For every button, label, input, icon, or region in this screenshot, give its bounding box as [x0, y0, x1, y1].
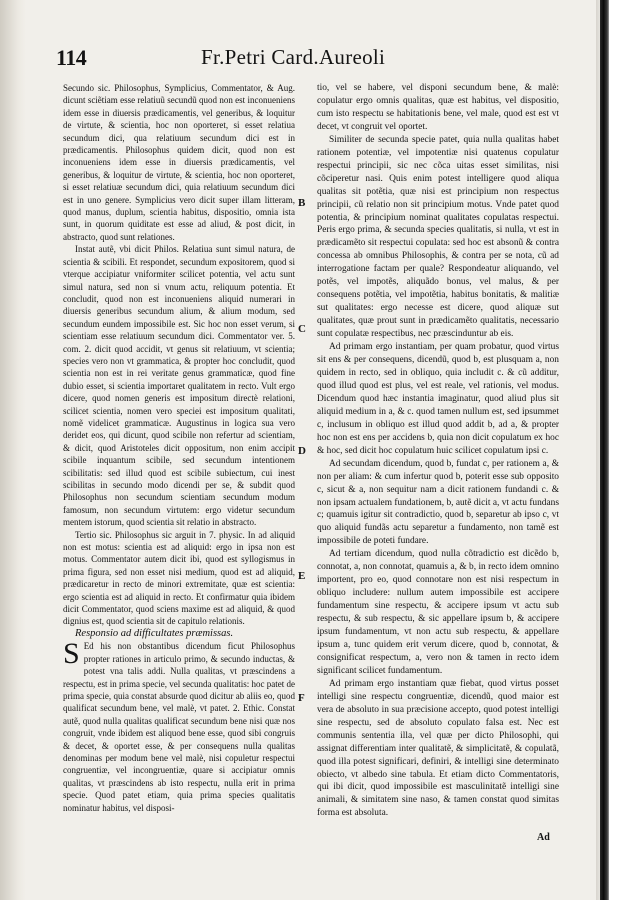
left-column [63, 82, 295, 814]
right-paragraph-6: Ad primam ergo instantiam quæ fiebat, quod virtus posset intelligi sine respectu congruentiæ, dicendũ, quod maior est vera de absoluto in sua præcisione accepto, quod potest intelligi sine respectu, sed de absoluto copulato falsa est. Nec est communis sententia illa, vel quæ per dicto Philosophi, qui assignat differentiam inter qualitatẽ, & simplicitatẽ, & copulatã, quod illa potest significari, definiri, & intelligi sine determinato obiecto, vt albedo sine tabula. Et etiam dicto Commentatoris, qui ibi dicit, quod impossibile est masculinitatẽ intelligi sine animali, & simitatem sine naso, & tamen constat quod simitas forma est absoluta. [317, 678, 559, 819]
right-paragraph-5: Ad tertiam dicendum, quod nulla cõtradictio est dicẽdo b, connotat, a, non connotat, quamuis a, & b, in recto idem omnino importent, pro eo, quod connotare non est nisi respectum in obliquo includere: nullum autem impossibile est accipere fundamentum sine respectu, & accipere ipsum vt actu sub respectu, & sub respectu, & sic appellare ipsum b, & accipere ipsum fundamentum, vt non actu sub respectu, & appellare ipsum a, tunc quidem erit verum dicere, quod b, connotat, & consignificat respectum, a, vero non & tamen in recto idem significant scilicet fundamentum. [317, 549, 559, 676]
catchword: Ad [537, 832, 550, 843]
right-paragraph-2: Similiter de secunda specie patet, quia nulla qualitas habet rationem potentiæ, vel impotentiæ nisi quatenus copulatur respectui principii, sic nec cõca uitas esset similitas, nisi cõciperetur nasi. Quis enim potest intelligere quod aliqua qualitas sit potẽtia, quæ nisi est principium non respectus principii, cũ relatio non sit principium motus. Vnde patet quod potentia, & principium nominat qualitates copulatas respectui. Peris ergo prima, & secunda species qualitatis, si nulla, vt est in prædicamẽto sit respectui copulata: sed hoc est absonũ & contra concessa ab omnibus Philosophis, & contra per se nota, cũ ad interrogatione factam per quale? Respondeatur aliquando, vel potẽs, vel impotẽs, aliquãdo bonus, vel malus, & per consequens potẽtia, vel impotẽtia, habitus bonitatis, & malitiæ sut qualitates: ergo necesse est dicere, quod aliquæ sut qualitates, quæ prout sunt in prædicamẽto qualitatis, necessario sunt copulatæ respectibus, nec præscinduntur ab eis. [317, 134, 559, 340]
margin-letter-b: B [298, 197, 306, 209]
section-heading: Responsio ad difficultates præmissas. [75, 627, 234, 639]
page-number: 114 [56, 45, 87, 70]
margin-letter-c: C [298, 323, 306, 335]
left-paragraph-1: Secundo sic. Philosophus, Symplicius, Commentator, & Aug. dicunt sciẽtiam esse relatiuũ secundũ quod non est inconueniens idem esse in diuersis prædicamentis, vel generibus, & loquitur de virtute, & scientia, hoc non oporteret, si esset relatiua secundum dici, qua relatiuum secundum dici est in prædicamentis. Philosophus quidem dicit, quod non est inconueniens idem esse in diuersis prædicamentis, vel generibus, & loquitur de virtute, & scientia, hoc non oporteret, si esset relatiuæ secundum dici, quia relatiuum secundum dici est in uno genere. Symplicius vero dicit super illam litteram, quod manus, duplum, scientia habitus, dispositio, omnia ista sunt, in quorum quiditate est esse ad aliud, & post dicit, in abstracto, quod sunt relationes. [63, 83, 295, 242]
left-paragraph-3: Tertio sic. Philosophus sic arguit in 7. physic. In ad aliquid non est motus: scientia est ad aliquid: ergo in ipsa non est motus. Commentator autem dicit ibi, quod est syllogismus in prima figura, sed non esset nisi medium, quod est ad aliquid, prædicaretur in recto de minori extremitate, quæ est scientia: ergo scientia est ad aliquid in recto. Et confirmatur quia ibidem dicit Commentator, quod sciens maxime est ad aliquid, & quod dignius est, quod scientia sit de capitulo relationis. [63, 529, 295, 627]
left-paragraph-2: Instat autẽ, vbi dicit Philos. Relatiua sunt simul natura, de scientia & scibili. Et respondet, secundum expositorem, quod si vterque accipiatur vniformiter scilicet potentia, vel actu sunt simul natura, sed non si vnum actu, reliquum potentia. Et concludit, quod non est inconueniens aliquid numerari in diuersis generibus secundum alium, & alium modum, sed secundum eundem impossibile est. Sic hoc non esset verum, si scientiam esse relatiuum secundum dici. Commentator ver. 5. com. 2. dicit quod accidit, vt genus sit relatiuum, vt scientia; species vero non vt grammatica, & propter hoc concludit, quod scientia non est in rei veritate genus grammaticæ, quod fine dubio esset, si scientia importaret qualitatem in recto. Vult ergo dicere, quod nomen generis est impositum directè relationi, scilicet scientia, nomen vero speciei est impositum qualitati, nomẽ videlicet grammaticæ. Augustinus in logica sua vero deridet eos, qui dicunt, quod scibile non refertur ad scientiam, & dicit, quod Aristoteles dicit oppositum, non enim accipit scibile inquantum scibile, sed secundum intentionem scibilitatis: sed illud quod est scibile subiectum, cui inest scibilitas in secundo modo dicendi per se, & subdit quod Philosophus non secundum scientiam secundum modum famosum, non secundum virtutem: ergo videtur secundum mentem istorum, quod scientia sit relatio in abstracto. [63, 244, 295, 528]
margin-letter-d: D [298, 445, 306, 457]
page-header [56, 45, 586, 75]
page-gutter-shadow [0, 0, 26, 900]
running-head: Fr.Petri Card.Aureoli [201, 45, 386, 69]
right-paragraph-1: tio, vel se habere, vel disponi secundum bene, & malè: copulatur ergo omnis qualitas, quæ est habitus, vel dispositio, cum isto respectu se habitationis bene, vel male, quod est est vt decet, vt congruit vel oportet. [317, 83, 559, 132]
margin-letter-e: E [298, 570, 306, 582]
left-paragraph-4-text: Ed his non obstantibus dicendum ficut Philosophus propter rationes in articulo primo, & secundo inductas, & potest vna talis addi. Nulla qualitas, vt præscindens a respectu, est in prima specie, vel secunda qualitatis: hoc patet de prima specie, quia constat absurde quod dicitur ab aliis eo, quod qualificat secundum bene, vel malè, vt patet. 2. Ethic. Constat autẽ, quod nulla qualitas qualificat secundum bene nisi quæ nos congruit, vnde ibidem est aliquod bene esse, quod sibi congruis & decet, & oportet esse, & per consequens nulla qualitas denominas per modum bene vel malè, nisi copuletur respectui congruentiæ, vel incongruentiæ, quare si accipiatur omnis qualitas, vt præscindens ab isto respectu, nulla erit in prima specie. Quod patet etiam, quia prima species qualitatis nominatur habitus, vel disposi- [63, 641, 295, 813]
right-paragraph-3: Ad primam ergo instantiam, per quam probatur, quod virtus sit ens & per consequens, dicendũ, quod b, est plusquam a, non quidem in recto, sed in obliquo, quia includit c. & cũ additur, quod illud quod est plus, vel est reale, vel rationis, vel modus. Dicendum quod hæc instantia imaginatur, quod aliud plus sit aliquid medium in a, & c. quod tamen nullum est, sed ipsummet c, inclusum in obliquo est illud quod addit b, ad a, & propter hoc non est ens per accidens b, quia non dicit copulatum ex hoc & hoc, sed dicit hoc copulatum huic scilicet copulatum ipsi c. [317, 342, 559, 456]
margin-letter-f: F [298, 692, 305, 704]
right-paragraph-4: Ad secundam dicendum, quod b, fundat c, per rationem a, & non per aliam: & cum infertur quod b, poterit esse sub opposito c, sicut & a, non sequitur nam a dicit rationem fundandi c. & non ipsam actualem fundationem, b, autẽ dicit a, vt actu fundans c; quamuis igitur sit contradictio, quod b, separetur ab ipso c, vt quo aliquid fundãs actu separetur a fundamento, non tamẽ est impossibile de poteti fundare. [317, 458, 559, 547]
right-column [317, 82, 559, 820]
drop-cap-s: S [63, 637, 80, 671]
book-binding-edge [600, 0, 609, 900]
left-paragraph-4 [63, 637, 295, 814]
